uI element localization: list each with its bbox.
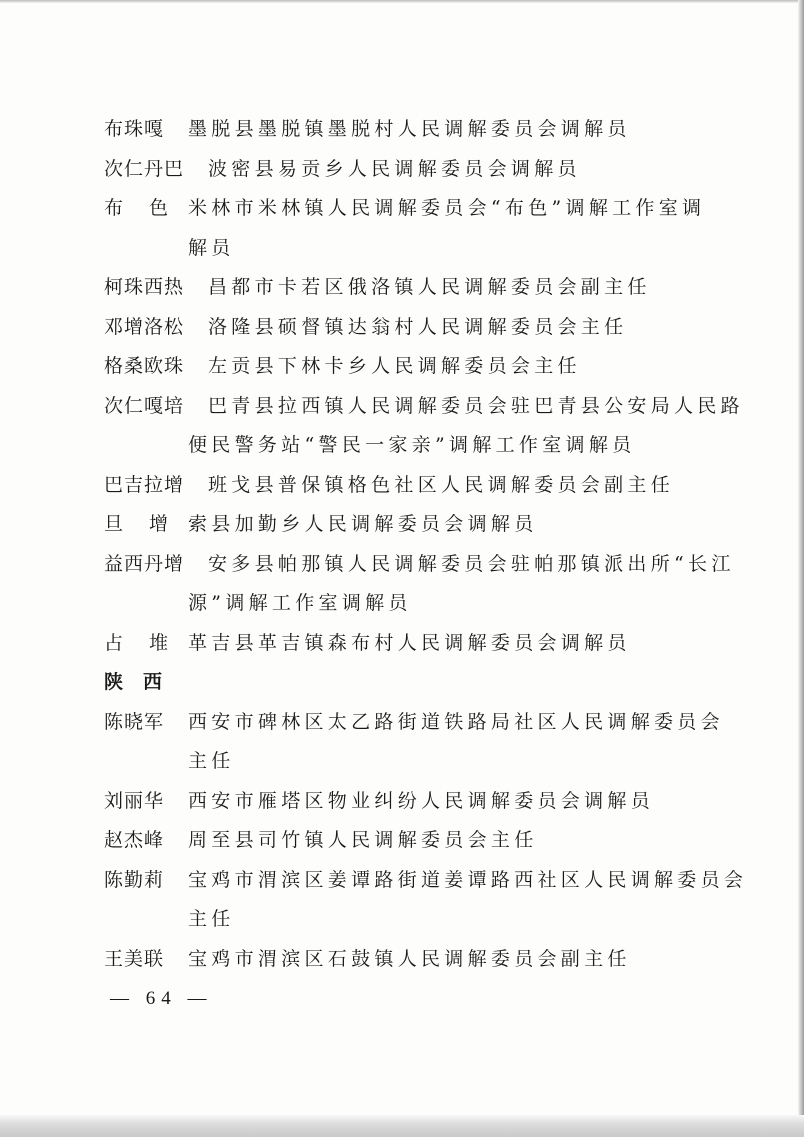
section-heading-row xyxy=(104,663,704,703)
person-title-continued: 主任 xyxy=(188,908,235,930)
person-name: 巴吉拉增 xyxy=(104,473,185,496)
person-title: 左贡县下林卡乡人民调解委员会主任 xyxy=(208,355,581,377)
list-item xyxy=(104,624,704,664)
person-title: 班戈县普保镇格色社区人民调解委员会副主任 xyxy=(208,473,675,496)
list-item xyxy=(104,821,704,861)
person-title-continued: 主任 xyxy=(188,750,235,772)
person-title: 西安市碑林区太乙路街道铁路局社区人民调解委员会 xyxy=(188,710,724,733)
person-title: 宝鸡市渭滨区石鼓镇人民调解委员会副主任 xyxy=(188,947,631,970)
list-item xyxy=(104,110,704,150)
list-item xyxy=(104,861,748,901)
list-item-continuation xyxy=(104,742,704,782)
person-title: 革吉县革吉镇森布村人民调解委员会调解员 xyxy=(188,631,631,654)
scan-edge-right xyxy=(798,0,804,1137)
person-name: 王美联 xyxy=(104,947,165,970)
person-name: 陈勤莉 xyxy=(104,868,165,891)
person-name: 邓增洛松 xyxy=(104,315,185,338)
person-name: 次仁嘎培 xyxy=(104,394,185,417)
person-name: 格桑欧珠 xyxy=(104,355,185,377)
list-item xyxy=(104,703,724,743)
person-title: 宝鸡市渭滨区姜谭路街道姜谭路西社区人民调解委员会 xyxy=(188,868,748,891)
list-item xyxy=(104,466,704,506)
person-title: 洛隆县硕督镇达翁村人民调解委员会主任 xyxy=(208,315,628,338)
list-item xyxy=(104,505,704,545)
person-title: 索县加勤乡人民调解委员会调解员 xyxy=(188,513,538,535)
list-item-continuation xyxy=(104,229,704,269)
list-item xyxy=(104,545,735,585)
person-title: 西安市雁塔区物业纠纷人民调解委员会调解员 xyxy=(188,789,655,812)
list-item xyxy=(104,387,744,427)
person-title: 周至县司竹镇人民调解委员会主任 xyxy=(188,829,538,851)
scan-edge-bottom xyxy=(0,1115,804,1137)
list-item xyxy=(104,782,704,822)
person-name: 布珠嘎 xyxy=(104,118,165,140)
person-title-continued: 便民警务站“警民一家亲”调解工作室调解员 xyxy=(188,434,636,456)
list-item xyxy=(104,940,704,980)
person-title-continued: 源”调解工作室调解员 xyxy=(188,592,412,614)
list-item-continuation xyxy=(104,584,704,624)
person-name: 益西丹增 xyxy=(104,552,185,575)
person-title: 波密县易贡乡人民调解委员会调解员 xyxy=(208,157,581,180)
person-title-continued: 解员 xyxy=(188,236,235,259)
person-name: 旦增 xyxy=(104,513,195,535)
list-item xyxy=(104,308,704,348)
list-item xyxy=(104,189,704,229)
person-title: 米林市米林镇人民调解委员会“布色”调解工作室调 xyxy=(188,197,706,219)
list-item xyxy=(104,150,704,190)
page-number: — 64 — xyxy=(110,988,213,1009)
person-title: 墨脱县墨脱镇墨脱村人民调解委员会调解员 xyxy=(188,118,631,140)
person-name: 刘丽华 xyxy=(104,789,165,812)
person-name: 次仁丹巴 xyxy=(104,157,185,180)
honoree-list xyxy=(104,110,748,979)
section-heading: 陕西 xyxy=(104,671,183,693)
person-name: 占堆 xyxy=(104,631,195,654)
person-title: 昌都市卡若区俄洛镇人民调解委员会副主任 xyxy=(208,276,651,298)
person-title: 巴青县拉西镇人民调解委员会驻巴青县公安局人民路 xyxy=(208,394,744,417)
list-item xyxy=(104,347,704,387)
person-name: 布色 xyxy=(104,197,195,219)
list-item-continuation xyxy=(104,900,704,940)
person-title: 安多县帕那镇人民调解委员会驻帕那镇派出所“长江 xyxy=(208,552,735,575)
person-name: 陈晓军 xyxy=(104,710,165,733)
scan-edge-top xyxy=(0,0,804,3)
person-name: 柯珠西热 xyxy=(104,276,185,298)
list-item xyxy=(104,268,704,308)
list-item-continuation xyxy=(104,426,704,466)
person-name: 赵杰峰 xyxy=(104,829,165,851)
